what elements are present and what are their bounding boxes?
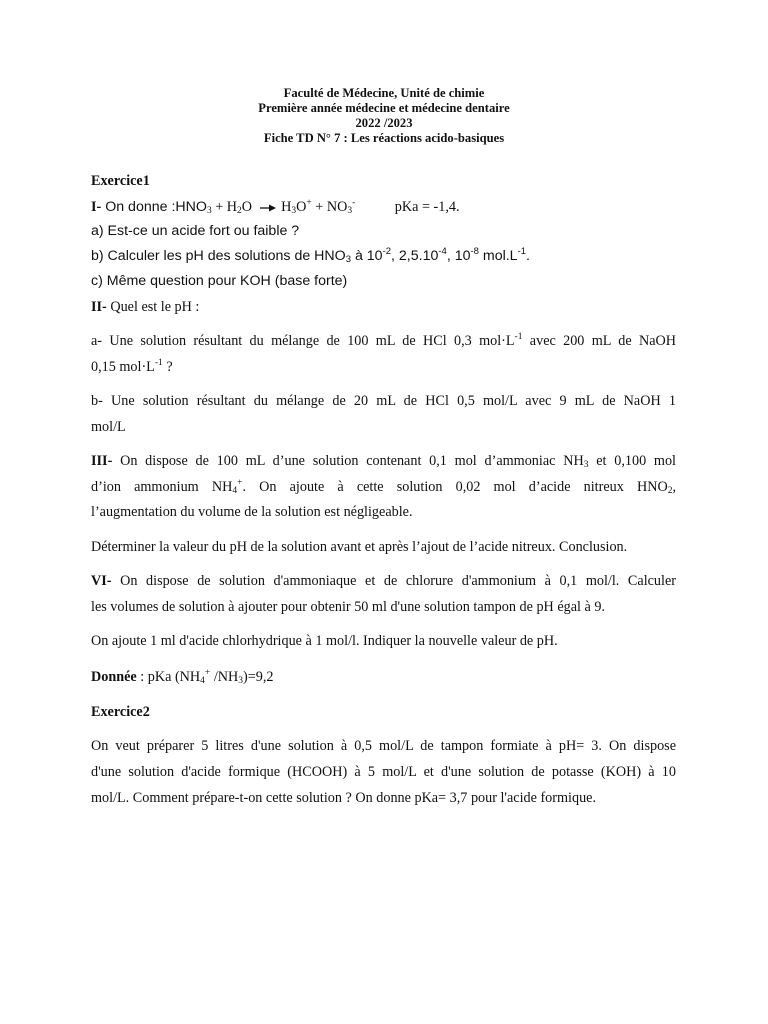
reaction-arrow-icon xyxy=(260,204,276,212)
academic-year-line: 2022 /2023 xyxy=(355,116,413,130)
ex1-part-I: I- On donne $:HNO_3 + H_2O$ $H_3O^+ + NO_3^-$ pKa = -1,4. xyxy=(91,198,460,216)
worksheet-title: Fiche TD N° 7 : Les réactions acido-basiques xyxy=(263,131,505,145)
ex1-part-II: II- Quel est le pH : xyxy=(91,299,200,315)
ex1-determine-ph: Déterminer la valeur du pH de la solution avant et après l’ajout de l’acide nitreux. Conclusion. xyxy=(91,539,628,555)
faculty-line: Faculté de Médecine, Unité de chimie xyxy=(283,86,485,100)
document-header xyxy=(0,86,768,146)
ex1-data-given: Donnée : pKa ($NH_4^+$ $/NH_3)=9,2$ xyxy=(91,668,274,686)
ex1-part-III-line1: III- On dispose de 100 mL d’une solution contenant 0,1 mol d’ammoniac $NH_3$ et 0,100 mol xyxy=(91,453,677,470)
ex2-line3: mol/L. Comment prépare-t-on cette solution ? On donne pKa= 3,7 pour l'acide formique. xyxy=(91,790,597,806)
ex2-line1: On veut préparer 5 litres d'une solution à 0,5 mol/L de tampon formiate à pH= 3. On dispose xyxy=(91,738,676,754)
pka-value: pKa = -1,4. xyxy=(394,199,460,215)
ex1-question-c: c) Même question pour KOH (base forte) xyxy=(91,273,348,289)
year-program-line: Première année médecine et médecine dentaire xyxy=(258,101,510,115)
ex1-part-III-line3: l’augmentation du volume de la solution est négligeable. xyxy=(91,504,413,520)
ex1-part-VI-line2: les volumes de solution à ajouter pour obtenir 50 ml d'une solution tampon de pH égal à 9. xyxy=(91,599,605,615)
ex2-line2: d'une solution d'acide formique (HCOOH) à 5 mol/L et d'une solution de potasse (KOH) à 10 xyxy=(91,764,676,780)
ex1-II-question-b-line1: b- Une solution résultant du mélange de 20 mL de HCl 0,5 mol/L avec 9 mL de NaOH 1 xyxy=(91,393,676,409)
ex1-question-a: a) Est-ce un acide fort ou faible ? xyxy=(91,223,300,239)
exercise2-title: Exercice2 xyxy=(91,704,150,720)
ex1-add-hcl: On ajoute 1 ml d'acide chlorhydrique à 1 mol/l. Indiquer la nouvelle valeur de pH. xyxy=(91,633,558,649)
ex1-II-question-b-line2: mol/L xyxy=(91,419,126,435)
part-label: I- xyxy=(91,199,102,215)
exercise1-title: Exercice1 xyxy=(91,173,150,189)
ex1-part-III-line2: d’ion ammonium $NH_4^+$. On ajoute à cette solution 0,02 mol d’acide nitreux $HNO_2$, xyxy=(91,478,676,496)
ex1-question-b: b) Calculer les pH des solutions de $HNO_3$ à $10^{-2}$, $2,5.10^{-4}$, $10^{-8}$ $mol.L^{-1}$. xyxy=(91,246,530,265)
ex1-part-VI-line1: VI- On dispose de solution d'ammoniaque et de chlorure d'ammonium à 0,1 mol/l. Calculer xyxy=(91,573,676,589)
ex1-II-question-a-line1: a- Une solution résultant du mélange de 100 mL de HCl 0,3 $mol\cdot L^{-1}$ avec 200 mL de NaOH xyxy=(91,332,676,349)
ex1-II-question-a-line2: 0,15 $mol\cdot L^{-1}$ ? xyxy=(91,358,173,375)
